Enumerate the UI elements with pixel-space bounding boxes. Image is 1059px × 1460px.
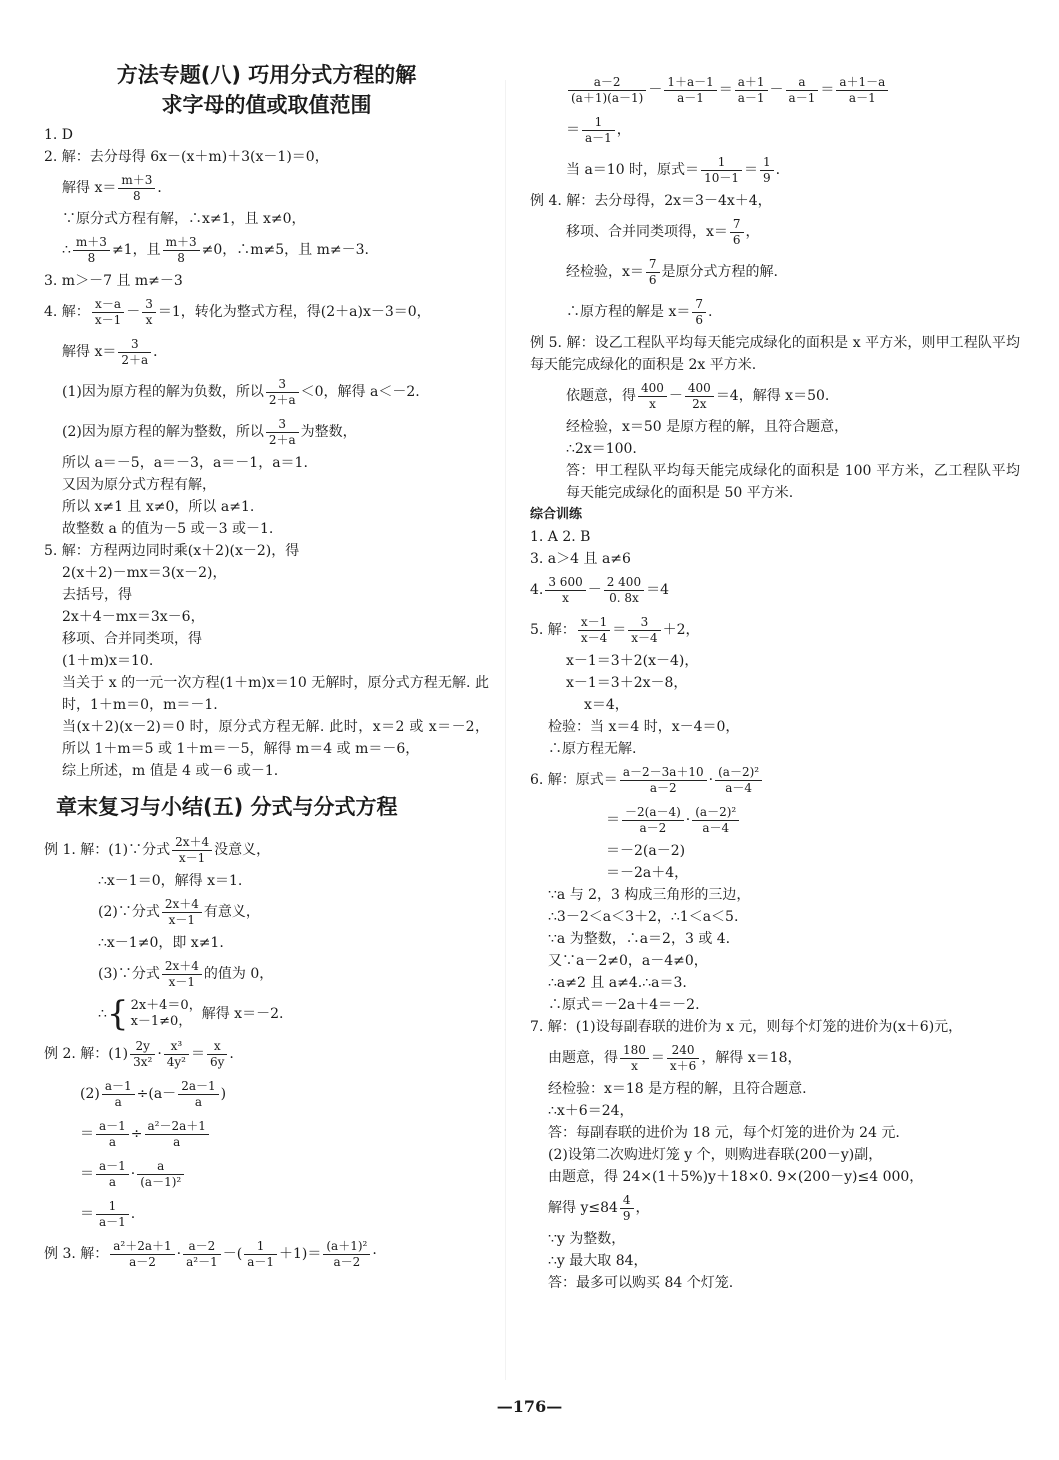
- answer-5-line0: 5. 解：方程两边同时乘(x＋2)(x－2)，得: [44, 543, 300, 559]
- practice-7-line1: 7. 解：(1)设每副春联的进价为 x 元，则每个灯笼的进价为(x＋6)元，: [530, 1019, 963, 1035]
- answer-4-line4: 所以 a＝－5，a＝－3，a＝－1，a＝1.: [62, 455, 308, 471]
- example-4-line1: 例 4. 解：去分母得，2x＝3－4x＋4，: [530, 193, 772, 209]
- practice-6-line5: ∵a 与 2，3 构成三角形的三边，: [548, 887, 751, 903]
- practice-7-line11: 答：最多可以购买 84 个灯笼.: [548, 1275, 734, 1291]
- section-title-line1: 方法专题(八) 巧用分式方程的解: [116, 63, 417, 87]
- example-3-result: ＝ 1 a－1 ，: [566, 114, 631, 145]
- practice-7-line3: 经检验：x＝18 是方程的解，且符合题意.: [548, 1081, 807, 1097]
- practice-6-line7: ∵a 为整数，∴a＝2，3 或 4.: [548, 931, 731, 947]
- practice-5-line3: x－1＝3＋2x－8，: [566, 675, 688, 691]
- section-heading-practice: 综合训练: [530, 507, 583, 522]
- answer-4-line5: 又因为原分式方程有解，: [62, 477, 216, 493]
- practice-6-line10: ∴原式＝－2a＋4＝－2.: [548, 997, 700, 1013]
- example-1-line4: ∴x－1≠0，即 x≠1.: [98, 935, 224, 951]
- example-1-line1: 例 1. 解：(1)∵分式 2x＋4 x－1 没意义，: [44, 834, 271, 865]
- answer-5-line4: 移项、合并同类项，得: [62, 631, 202, 647]
- practice-7-line7: 由题意，得 24×(1＋5%)y＋18×0. 9×(200－y)≤4 000，: [548, 1169, 924, 1185]
- example-4-line2: 移项、合并同类项得，x＝ 7 6 ，: [566, 216, 760, 247]
- practice-4: 4. 3 600 x － 2 400 0. 8x ＝4: [530, 574, 669, 605]
- example-5-line5: 答：甲工程队平均每天能完成绿化的面积是 100 平方米，乙工程队平均每天能完成绿化的面积是 50 平方米.: [566, 463, 1020, 501]
- practice-7-line8: 解得 y≤84 4 9 ，: [548, 1192, 650, 1223]
- page-number: —176—: [496, 1397, 563, 1416]
- example-1-line6: ∴ { 2x＋4＝0， x－1≠0， 解得 x＝－2.: [98, 994, 284, 1034]
- practice-5-line5: 检验：当 x＝4 时，x－4＝0，: [548, 719, 740, 735]
- fraction: m＋3 8: [118, 173, 155, 204]
- example-1-line5: (3)∵分式 2x＋4 x－1 的值为 0，: [98, 958, 274, 989]
- answer-5-line8: 综上所述，m 值是 4 或－6 或－1.: [62, 763, 279, 779]
- answer-3: 3. m＞－7 且 m≠－3: [44, 273, 183, 289]
- answer-2-head: 2. 解：去分母得 6x－(x＋m)＋3(x－1)＝0，: [44, 149, 329, 165]
- example-3-continued: a－2 (a＋1)(a－1) － 1＋a－1 a－1 ＝ a＋1 a－1 － a a－1 ＝ a＋1－a a－1: [530, 70, 1020, 110]
- equation-system: { 2x＋4＝0， x－1≠0，: [106, 994, 202, 1034]
- example-2-line3: ＝ $\frac{a-1}{a}$ ÷ $\frac{\text{a²－2a＋1}}{a}$: [44, 1114, 489, 1154]
- practice-6-line8: 又∵a－2≠0，a－4≠0，: [548, 953, 708, 969]
- example-3-evaluate: 当 a＝10 时，原式＝ 1 10－1 ＝ 1 9 .: [566, 154, 781, 185]
- practice-3: 3. a＞4 且 a≠6: [530, 551, 631, 567]
- chapter-title: 章末复习与小结(五) 分式与分式方程: [56, 795, 398, 819]
- answer-4-line7: 故整数 a 的值为－5 或－3 或－1.: [62, 521, 274, 537]
- answer-2-line3: ∴ m＋3 8 ≠1，且 m＋3 8 ≠0，∴m≠5，且 m≠－3.: [62, 234, 369, 265]
- practice-7-line2: 由题意，得 180 x ＝ 240 x＋6 ，解得 x＝18，: [548, 1042, 802, 1073]
- right-column: [530, 70, 1020, 1294]
- left-column: [44, 60, 489, 1274]
- example-4-line4: ∴原方程的解是 x＝ 7 6 .: [566, 296, 713, 327]
- answer-4-line2: (1)因为原方程的解为负数，所以 3 2＋a ＜0，解得 a＜－2.: [62, 376, 420, 407]
- practice-6-line2: ＝ －2(a－4) a－2 · (a－2)² a－4: [530, 800, 1020, 840]
- example-5-line4: ∴2x＝100.: [566, 441, 637, 457]
- example-5-line3: 经检验，x＝50 是原方程的解，且符合题意，: [566, 419, 849, 435]
- example-5-line1: 例 5. 解：设乙工程队平均每天能完成绿化的面积是 x 平方米，则甲工程队平均每天能完成绿化的面积是 2x 平方米.: [530, 335, 1020, 373]
- answer-5-line6: 当关于 x 的一元一次方程(1＋m)x＝10 无解时，原分式方程无解. 此时，1＋m＝0，m＝－1.: [62, 675, 489, 713]
- practice-6-line6: ∴3－2＜a＜3＋2，∴1＜a＜5.: [548, 909, 739, 925]
- practice-7-line10: ∴y 最大取 84，: [548, 1253, 648, 1269]
- answer-4-line6: 所以 x≠1 且 x≠0，所以 a≠1.: [62, 499, 255, 515]
- practice-5-line2: x－1＝3＋2(x－4)，: [566, 653, 699, 669]
- practice-6-line4: ＝－2a＋4，: [606, 865, 689, 881]
- answer-5-line1: 2(x＋2)－mx＝3(x－2)，: [62, 565, 227, 581]
- example-2-line4: ＝ a－1 a · a (a－1)²: [44, 1154, 489, 1194]
- practice-6-line9: ∴a≠2 且 a≠4.∴a＝3.: [548, 975, 687, 991]
- example-1-line3: (2)∵分式 2x＋4 x－1 有意义，: [98, 896, 260, 927]
- practice-7-line6: (2)设第二次购进灯笼 y 个，则购进春联(200－y)副，: [548, 1147, 883, 1163]
- practice-7-line9: ∵y 为整数，: [548, 1231, 626, 1247]
- example-4-line3: 经检验，x＝ 7 6 是原分式方程的解.: [566, 256, 778, 287]
- practice-6-line3: ＝－2(a－2): [606, 843, 686, 859]
- practice-7-line4: ∴x＋6＝24，: [548, 1103, 634, 1119]
- answer-1: 1. D: [44, 127, 74, 143]
- answer-2-line2: ∵原分式方程有解，∴x≠1，且 x≠0，: [62, 211, 306, 227]
- section-title-line2: 求字母的值或取值范围: [161, 93, 372, 117]
- practice-5-line1: 5. 解： x－1 x－4 ＝ 3 x－4 ＋2，: [530, 614, 700, 645]
- answer-5-line5: (1＋m)x＝10.: [62, 653, 154, 669]
- answer-4-line1: 解得 x＝ 3 2＋a ．: [62, 336, 168, 367]
- practice-5-line6: ∴原方程无解.: [548, 741, 637, 757]
- answer-4-head: 4. 解： x－a x－1 － 3 x ＝1，转化为整式方程，得(2＋a)x－3＝0，: [44, 296, 431, 327]
- answer-2-line1: 解得 x＝ m＋3 8 ．: [62, 172, 172, 203]
- example-2-line1: 例 2. 解：(1) 2y 3x² · x³ 4y² ＝ x 6y .: [44, 1038, 234, 1069]
- practice-5-line4: x＝4，: [584, 697, 629, 713]
- answer-5-line7: 当(x＋2)(x－2)＝0 时，原分式方程无解. 此时，x＝2 或 x＝－2，所以 1＋m＝5 或 1＋m＝－5，解得 m＝4 或 m＝－6，: [62, 719, 489, 757]
- example-5-line2: 依题意，得 400 x － 400 2x ＝4，解得 x＝50.: [566, 380, 830, 411]
- example-2-line2: (2) $\frac{a-1}{a}$ ÷(a－ 2a－1 a ): [80, 1078, 227, 1109]
- example-3-line1: 例 3. 解： a²＋2a＋1 a－2 · a－2 a²－1 －( 1 a－1 ＋1)＝ (a＋1)² a－2 ·: [44, 1238, 377, 1269]
- example-1-line2: ∴x－1＝0，解得 x＝1.: [98, 873, 243, 889]
- answer-5-line3: 2x＋4－mx＝3x－6，: [62, 609, 205, 625]
- practice-7-line5: 答：每副春联的进价为 18 元，每个灯笼的进价为 24 元.: [548, 1125, 900, 1141]
- column-divider: [505, 80, 506, 1380]
- example-2-line5: ＝ 1 a－1 .: [80, 1198, 136, 1229]
- practice-6-line1: 6. 解：原式＝ a－2－3a＋10 a－2 · (a－2)² a－4: [530, 760, 1020, 800]
- answer-4-line3: (2)因为原方程的解为整数，所以 3 2＋a 为整数，: [62, 416, 357, 447]
- answer-5-line2: 去括号，得: [62, 587, 132, 603]
- practice-1-2: 1. A 2. B: [530, 529, 591, 545]
